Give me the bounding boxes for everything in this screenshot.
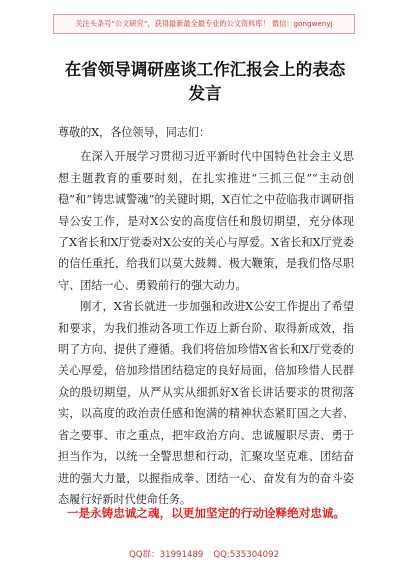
qq-group-text: QQ群：31991489	[128, 550, 204, 560]
document-title: 在省领导调研座谈工作汇报会上的表态发言	[64, 60, 346, 103]
document-body	[58, 122, 354, 510]
qq-text: QQ:535304092	[213, 550, 280, 560]
top-banner: 关注头条号“公文研究”，获得最新最全最专业的公文资料库！ 微信：gongwenyj	[53, 14, 355, 34]
footer-contact	[0, 548, 408, 560]
salutation: 尊敬的X，各位领导，同志们：	[58, 126, 211, 139]
paragraph-2: 刚才，X省长就进一步加强和改进X公安工作提出了希望和要求，为我们推动各项工作迈上新台阶、取得新成效，指明了方向、提供了遵循。我们将倍加珍惜X省长和X厅党委的关心厚爱，倍加珍惜团结稳定的良好局面，倍加珍惜人民群众的殷切期望，从严从实从细抓好X省长讲话要求的贯彻落实，以高度的政治责任感和饱满的精神状态紧盯国之大者、省之要事、市之重点，把牢政治方向、忠诚履职尽责、勇于担当作为，以统一全警思想和行动，汇聚攻坚克难、团结奋进的强大力量，以握指成拳、团结一心、奋发有为的奋斗姿态履行好新时代使命任务。	[58, 300, 354, 506]
highlighted-heading: 一是永铸忠诚之魂，以更加坚定的行动诠释绝对忠诚。	[66, 506, 346, 520]
paragraph-1: 在深入开展学习贯彻习近平新时代中国特色社会主义思想主题教育的重要时刻，在扎实推进“三抓三促”“主动创稳”和“铸忠诚警魂”的关键时期，X百忙之中莅临我市调研指导公安工作，是对X公安的高度信任和殷切期望，充分体现了X省长和X厅党委对X公安的关心与厚爱。X省长和X厅党委的信任重托，给我们以莫大鼓舞、极大鞭策，是我们恪尽职守、团结一心、勇毅前行的强大动力。	[58, 150, 354, 292]
